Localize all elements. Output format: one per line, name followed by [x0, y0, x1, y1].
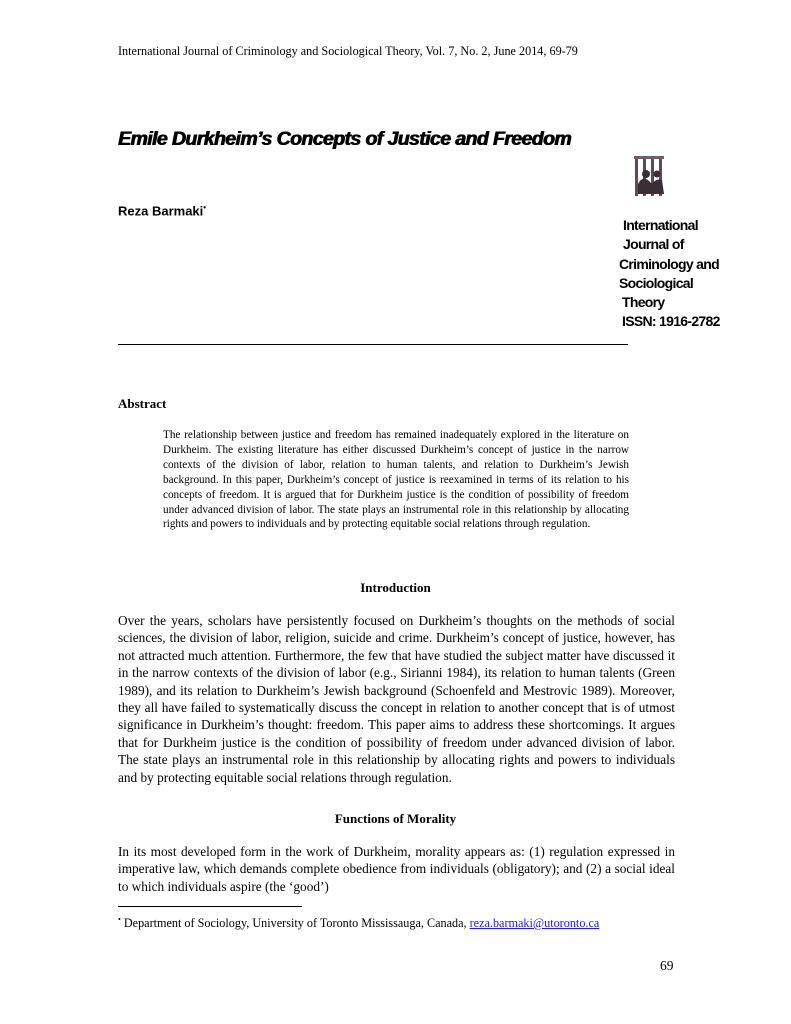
abstract-heading: Abstract [118, 396, 167, 411]
journal-logo-icon [632, 154, 668, 198]
header-divider [118, 344, 628, 345]
introduction-heading: Introduction [360, 580, 431, 595]
footnote-divider [118, 906, 302, 907]
functions-heading: Functions of Morality [334, 811, 457, 826]
author-footnote-mark: • [203, 203, 207, 212]
introduction-paragraph: Over the years, scholars have persistently focused on Durkheim’s thoughts on the methods of social sciences, the division of labor, religion, suicide and crime. Durkheim’s concept of justice, however, has not attracted much attention. Furthermore, the few that have studied the subject matter have discussed it in the narrow contexts of the division of labor (e.g., Sirianni 1984), its relation to human talents (Green 1989), and its relation to Durkheim’s Jewish background (Schoenfeld and Mestrovic 1989). Moreover, they all have failed to systematically discuss the concept in relation to another concept that is of utmost significance in Durkheim’s thought: freedom. This paper aims to address these shortcomings. It argues that for Durkheim justice is the condition of possibility of freedom under advanced division of labor. The state plays an instrumental role in this relationship by allocating rights and powers to individuals and by protecting equitable social relations through regulation. [118, 613, 675, 785]
functions-paragraph: In its most developed form in the work of Durkheim, morality appears as: (1) regulation expressed in imperative law, which demands complete obedience from individuals (obligatory); and (2) a social ideal to which individuals aspire (the ‘good’) [118, 844, 675, 894]
author-name [118, 203, 206, 218]
journal-line: International [623, 217, 698, 233]
article-title: Emile Durkheim’s Concepts of Justice and Freedom [118, 128, 572, 150]
author-name-text: Reza Barmaki [118, 203, 204, 219]
author-email-link[interactable]: reza.barmaki@utoronto.ca [469, 916, 600, 931]
abstract-text: The relationship between justice and freedom has remained inadequately explored in the literature on Durkheim. The existing literature has either discussed Durkheim’s concept of justice in the narrow contexts of the division of labor, relation to human talents, and relation to Durkheim’s Jewish background. In this paper, Durkheim’s concept of justice is reexamined in terms of its relation to his concepts of freedom. It is argued that for Durkheim justice is the condition of possibility of freedom under advanced division of labor. The state plays an instrumental role in this relationship by allocating rights and powers to individuals and by protecting equitable social relations through regulation. [163, 429, 629, 531]
journal-line: Theory [622, 294, 665, 311]
journal-line: Sociological [619, 274, 694, 291]
journal-line: Criminology and [619, 255, 719, 272]
footnote [118, 915, 599, 931]
page-number: 69 [660, 958, 674, 973]
journal-line: Journal of [623, 236, 684, 253]
footnote-mark: • [118, 915, 121, 924]
journal-issn: ISSN: 1916-2782 [622, 313, 720, 330]
footnote-text: Department of Sociology, University of Toronto Mississauga, Canada, [120, 916, 470, 931]
running-head: International Journal of Criminology and Sociological Theory, Vol. 7, No. 2, June 2014, 69-79 [118, 44, 578, 58]
journal-info-block [619, 216, 749, 332]
